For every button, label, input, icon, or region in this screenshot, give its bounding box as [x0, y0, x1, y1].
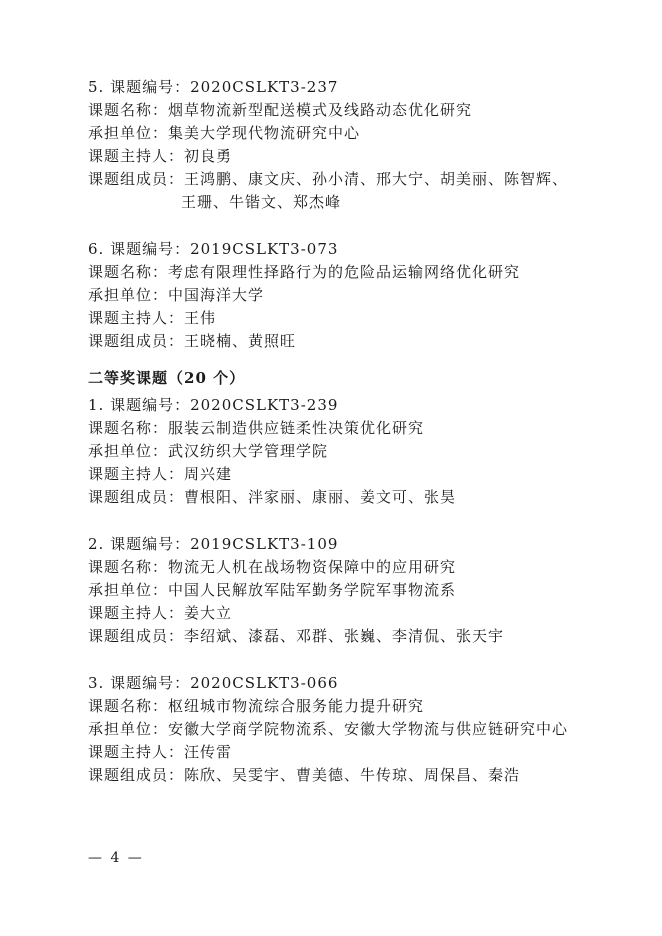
entry-name: 课题名称：考虑有限理性择路行为的危险品运输网络优化研究: [88, 263, 521, 281]
entry-number: 6. 课题编号：2019CSLKT3-073: [88, 240, 339, 258]
entry-unit: 承担单位：武汉纺织大学管理学院: [88, 442, 329, 460]
section-heading: 二等奖课题（20 个）: [88, 369, 246, 387]
entry-members: 课题组成员：曹根阳、泮家丽、康丽、姜文可、张昊: [88, 488, 457, 506]
entry-members-continued: 王珊、牛锴文、郑杰峰: [181, 193, 342, 211]
page-number: — 4 —: [88, 850, 144, 866]
entry-name: 课题名称：枢纽城市物流综合服务能力提升研究: [88, 697, 425, 715]
entry-members: 课题组成员：王晓楠、黄照旺: [88, 332, 297, 350]
entry-second-1: [88, 394, 588, 509]
entry-unit: 承担单位：中国海洋大学: [88, 286, 265, 304]
document-body: [88, 76, 588, 787]
entry-second-3: [88, 672, 588, 787]
entry-host: 课题主持人：初良勇: [88, 147, 233, 165]
entry-members: 课题组成员：李绍斌、漆磊、邓群、张巍、李清侃、张天宇: [88, 627, 505, 645]
entry-name: 课题名称：服装云制造供应链柔性决策优化研究: [88, 419, 425, 437]
entry-host: 课题主持人：汪传雷: [88, 743, 233, 761]
entry-6: [88, 238, 588, 353]
entry-host: 课题主持人：王伟: [88, 309, 217, 327]
entry-number: 2. 课题编号：2019CSLKT3-109: [88, 535, 339, 553]
entry-number: 3. 课题编号：2020CSLKT3-066: [88, 674, 339, 692]
entry-host: 课题主持人：姜大立: [88, 604, 233, 622]
entry-second-2: [88, 533, 588, 648]
entry-unit: 承担单位：安徽大学商学院物流系、安徽大学物流与供应链研究中心: [88, 720, 569, 738]
entry-name: 课题名称：烟草物流新型配送模式及线路动态优化研究: [88, 101, 473, 119]
entry-number: 5. 课题编号：2020CSLKT3-237: [88, 78, 339, 96]
entry-members: 课题组成员：王鸿鹏、康文庆、孙小清、邢大宁、胡美丽、陈智辉、: [88, 170, 569, 188]
entry-host: 课题主持人：周兴建: [88, 465, 233, 483]
entry-5: [88, 76, 588, 214]
entry-unit: 承担单位：集美大学现代物流研究中心: [88, 124, 361, 142]
entry-number: 1. 课题编号：2020CSLKT3-239: [88, 396, 339, 414]
entry-unit: 承担单位：中国人民解放军陆军勤务学院军事物流系: [88, 581, 457, 599]
entry-members: 课题组成员：陈欣、吴雯宇、曹美德、牛传琼、周保昌、秦浩: [88, 766, 521, 784]
entry-name: 课题名称：物流无人机在战场物资保障中的应用研究: [88, 558, 457, 576]
